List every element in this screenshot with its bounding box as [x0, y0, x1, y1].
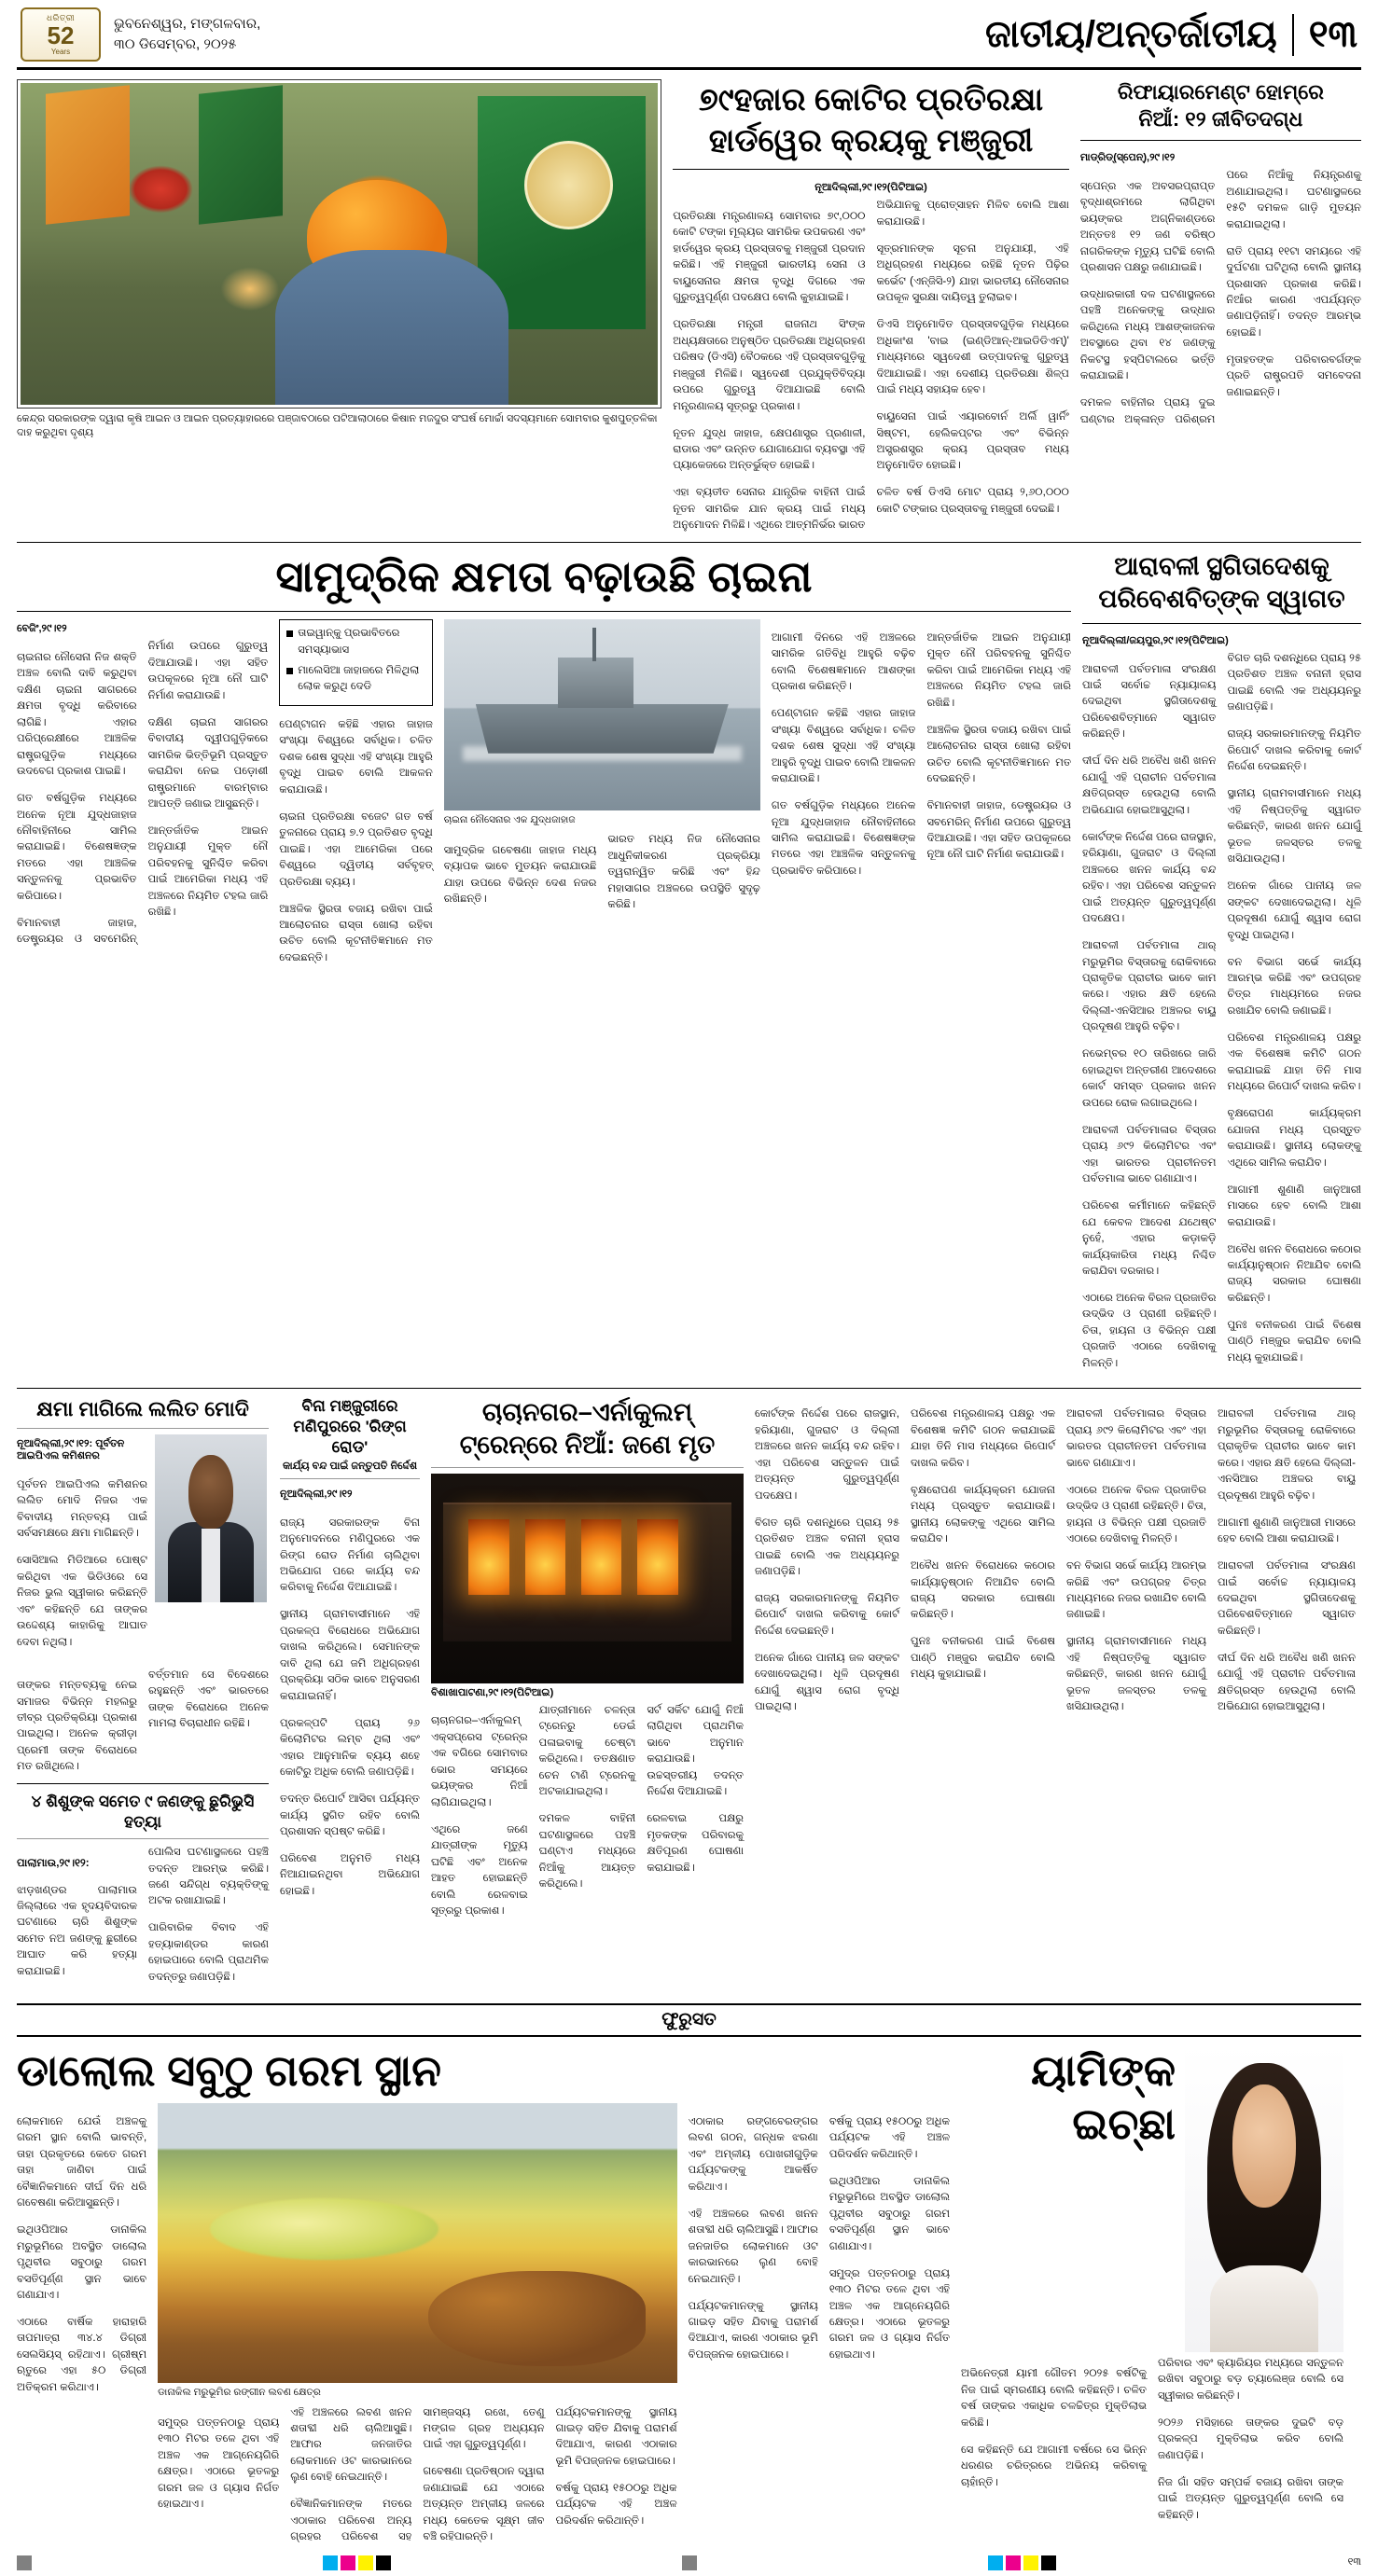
paragraph: ନିଜ ଗାଁ ସହିତ ସମ୍ପର୍କ ବଜାୟ ରଖିବା ତାଙ୍କ ପାଇଁ ଅତ୍ୟନ୍ତ ଗୁରୁତ୍ୱପୂର୍ଣ୍ଣ ବୋଲି ସେ କହିଛନ୍ତି। — [1158, 2476, 1343, 2521]
logo-anniversary-number: 52 — [47, 21, 75, 49]
china-col-4 — [772, 619, 916, 977]
train-headline-line2: ଟ୍ରେନ୍‌ରେ ନିଆଁ: ଜଣେ ମୃତ — [459, 1430, 716, 1459]
murder-headline: ୪ ଶିଶୁଙ୍କ ସମେତ ୯ ଜଣଙ୍କୁ ଛୁରିଭୁସି ହତ୍ୟା — [31, 1792, 255, 1831]
list-item — [286, 626, 425, 658]
paragraph: ଆଗାମୀ ଶୁଣାଣି ଜାନୁଆରୀ ମାସରେ ହେବ ବୋଲି ଆଶା କରାଯାଉଛି। — [1218, 1517, 1356, 1545]
lalit-photo-col — [155, 1434, 267, 1661]
lead-photo-block — [17, 79, 661, 534]
paragraph: ସେ କହିଛନ୍ତି ଯେ ଆଗାମୀ ବର୍ଷରେ ସେ ଭିନ୍ନ ଧରଣର ଚରିତ୍ରରେ ଅଭିନୟ କରିବାକୁ ଚାହାଁନ୍ତି। — [961, 2444, 1147, 2488]
paragraph: ଦମକଳ ବାହିନୀର ପ୍ରାୟ ଦୁଇ ଘଣ୍ଟାର ଅକ୍ଳାନ୍ତ ପରିଶ୍ରମ ପରେ ନିଆଁକୁ ନିୟନ୍ତ୍ରଣକୁ ଅଣାଯାଇଥିଲା। ଘଟଣାସ୍ଥଳରେ ୧୫ଟି ଦମକଳ ଗାଡ଼ି ମୁତୟନ କରାଯାଇଥିଲା। — [1079, 170, 1361, 425]
paragraph: ଦୀର୍ଘ ଦିନ ଧରି ଅବୈଧ ଖଣି ଖନନ ଯୋଗୁଁ ଏହି ପ୍ରାଚୀନ ପର୍ବତମାଳା କ୍ଷତିଗ୍ରସ୍ତ ହେଉଥିଲା ବୋଲି ଅଭିଯୋଗ ହୋଇଆସୁଥିଲା। — [1082, 755, 1217, 816]
china-dateline: ବେଜିଂ,୨୯।୧୨ — [17, 623, 67, 635]
china-body-right — [772, 630, 916, 880]
train-fire-story — [431, 1396, 744, 1994]
supplement-band — [17, 2003, 1361, 2037]
warship-photo-caption: ଚାଇନା ନୌସେନାର ଏକ ଯୁଦ୍ଧଜାହାଜ — [443, 814, 576, 826]
defence-headline-line2: ହାର୍ଡୱେର କ୍ରୟକୁ ମଞ୍ଜୁରୀ — [708, 123, 1034, 159]
paragraph: ଆରାବଳୀ ପର୍ବତମାଳାର ବିସ୍ତାର ପ୍ରାୟ ୬୯୨ କିଲୋମିଟର ଏବଂ ଏହା ଭାରତର ପ୍ରାଚୀନତମ ପର୍ବତମାଳା ଭାବେ ଗଣାଯାଏ। — [1082, 1124, 1217, 1185]
danakil-columns — [17, 2098, 950, 2545]
aravali-continued-1 — [755, 1396, 899, 1994]
portrait-dress — [1210, 2265, 1318, 2351]
paragraph: ସ୍ଥାନୀୟ ଗ୍ରାମବାସୀମାନେ ଏହି ପ୍ରକଳ୍ପ ବିରୋଧରେ ଅଭିଯୋଗ ଦାଖଲ କରିଥିଲେ। ସେମାନଙ୍କ ଦାବି ଥିଲା ଯେ ଜମି ଅଧିଗ୍ରହଣ ପ୍ରକ୍ରିୟା ସଠିକ ଭାବେ ଅନୁସରଣ କରାଯାଇନାହିଁ। — [280, 1609, 420, 1702]
reg-swatch — [358, 2555, 373, 2570]
reg-swatch — [988, 2555, 1003, 2570]
supplement-label: ଫୁରୁସତ — [645, 2010, 733, 2029]
paragraph: କୋର୍ଟଙ୍କ ନିର୍ଦ୍ଦେଶ ପରେ ରାଜସ୍ଥାନ, ହରିୟାଣା, ଗୁଜରାଟ ଓ ଦିଲ୍ଲୀ ଅଞ୍ଚଳରେ ଖନନ କାର୍ଯ୍ୟ ବନ୍ଦ ରହିବ। ଏହା ପରିବେଶ ସନ୍ତୁଳନ ପାଇଁ ଅତ୍ୟନ୍ତ ଗୁରୁତ୍ୱପୂର୍ଣ୍ଣ ପଦକ୍ଷେପ। — [1082, 831, 1217, 925]
danakil-body-1 — [17, 2114, 146, 2397]
china-navy-story — [17, 550, 1071, 1380]
aravali-headline-line2: ପରିବେଶବିତ୍‌ଙ୍କ ସ୍ୱାଗତ — [1098, 584, 1345, 613]
aravali-continued-3 — [1066, 1396, 1206, 1994]
paragraph: ତାଙ୍କର ମନ୍ତବ୍ୟକୁ ନେଇ ସମାଜର ବିଭିନ୍ନ ମହଲରୁ ତୀବ୍ର ପ୍ରତିକ୍ରିୟା ପ୍ରକାଶ ପାଇଥିଲା। ଅନେକ କ୍ରୀଡ଼ା ପ୍ରେମୀ ତାଙ୍କ ବିରୋଧରେ ମତ ରଖିଥିଲେ। — [17, 1680, 137, 1773]
print-registration-bar — [17, 2546, 1361, 2576]
paragraph: ଭାରତ ମଧ୍ୟ ନିଜ ନୌସେନାର ଆଧୁନିକୀକରଣ ପ୍ରକ୍ରିୟା ତ୍ୱରାନ୍ୱିତ କରିଛି ଏବଂ ହିନ୍ଦ ମହାସାଗର ଅଞ୍ଚଳରେ ଉପସ୍ଥିତି ସୁଦୃଢ଼ କରିଛି। — [607, 834, 760, 911]
fire-headline-line2: ନିଆଁ: ୧୨ ଜୀବିତଦଗ୍ଧ — [1138, 106, 1303, 131]
publication-logo — [21, 7, 101, 62]
paragraph: ରାଜ୍ୟ ସରକାରମାନଙ୍କୁ ନିୟମିତ ରିପୋର୍ଟ ଦାଖଲ କରିବାକୁ କୋର୍ଟ ନିର୍ଦ୍ଦେଶ ଦେଇଛନ୍ତି। — [1227, 728, 1361, 773]
paragraph: ବିମାନବାହୀ ଜାହାଜ, ଡେଷ୍ଟ୍ରୟର ଓ ସବମେରିନ୍ ନିର୍ମାଣ ଉପରେ ଗୁରୁତ୍ୱ ଦିଆଯାଉଛି। ଏହା ସହିତ ଉପକୂଳରେ ନୂଆ ନୌ ଘାଟି ନିର୍ମାଣ କରାଯାଉଛି। — [926, 800, 1072, 861]
danakil-col-4 — [829, 2103, 950, 2545]
paragraph: ପାରିବାରିକ ବିବାଦ ଏହି ହତ୍ୟାକାଣ୍ଡର କାରଣ ହୋଇପାରେ ବୋଲି ପ୍ରାଥମିକ ତଦନ୍ତରୁ ଜଣାପଡ଼ିଛି। — [148, 1922, 269, 1983]
paragraph: ଦମକଳ ବାହିନୀ ଘଟଣାସ୍ଥଳରେ ପହଞ୍ଚି ଘଣ୍ଟାଏ ମଧ୍ୟରେ ନିଆଁକୁ ଆୟତ୍ତ କରିଥିଲେ। — [538, 1813, 636, 1890]
paragraph: ସୂତ୍ରମାନଙ୍କ ସୂଚନା ଅନୁଯାୟୀ, ଏହି ଅଧିଗ୍ରହଣ ମଧ୍ୟରେ ରହିଛି ନୂତନ ପିଢ଼ିର କର୍ଭେଟ (ଏନ୍‌ଜିସି-୨) ଯାହା ଭାରତୀୟ ନୌସେନାର ଉପକୂଳ ସୁରକ୍ଷା ଦାୟିତ୍ୱ ତୁଲାଇବ। — [876, 242, 1069, 304]
paragraph: ଅଭିନେତ୍ରୀ ୟାମୀ ଗୌତମ ୨୦୨୫ ବର୍ଷଟିକୁ ନିଜ ପାଇଁ ସ୍ମରଣୀୟ ବୋଲି କହିଛନ୍ତି। ଚଳିତ ବର୍ଷ ତାଙ୍କର ଏକାଧିକ ଚଳଚ୍ଚିତ୍ର ମୁକ୍ତିଲାଭ କରିଛି। — [961, 2368, 1147, 2429]
supplement-band-content — [17, 2037, 1361, 2546]
paragraph: ସର୍ଟ ସର୍କିଟ ଯୋଗୁଁ ନିଆଁ ଲାଗିଥିବା ପ୍ରାଥମିକ ଭାବେ ଅନୁମାନ କରାଯାଉଛି। ଉଚ୍ଚସ୍ତରୀୟ ତଦନ୍ତ ନିର୍ଦ୍ଦେଶ ଦିଆଯାଇଛି। — [647, 1704, 744, 1798]
reg-swatch — [1041, 2555, 1056, 2570]
paragraph: ଆଞ୍ଚଳିକ ସ୍ଥିରତା ବଜାୟ ରଖିବା ପାଇଁ ଆଲୋଚନାର ରାସ୍ତା ଖୋଲା ରହିବା ଉଚିତ ବୋଲି କୂଟନୀତିଜ୍ଞମାନେ ମତ ଦେଇଛନ୍ତି। — [279, 903, 433, 963]
paragraph: ବର୍ଷକୁ ପ୍ରାୟ ୧୫୦୦ରୁ ଅଧିକ ପର୍ଯ୍ୟଟକ ଏହି ଅଞ୍ଚଳ ପରିଦର୍ଶନ କରିଥାନ୍ତି। — [828, 2115, 951, 2160]
paragraph: ଏହି ଅଞ୍ଚଳରେ ଲବଣ ଖନନ ଶତାବ୍ଦୀ ଧରି ଚାଲିଆସୁଛି। ଆଫାର ଜନଜାତିର ଲୋକମାନେ ଓଟ କାରଭାନରେ ଲୁଣ ବୋହି ନେଇଥାନ୍ତି। — [290, 2406, 412, 2484]
footer-page-marker: ୧୩ — [1347, 2556, 1362, 2569]
bullet-square-icon — [286, 668, 293, 674]
lalit-dateline: ନୂଆଦିଲ୍ଲୀ,୨୯।୧୨: ପୂର୍ବତନ ଆଇପିଏଲ କମିଶନର — [17, 1438, 125, 1462]
murder-dateline: ପାଲାମାଉ,୨୯।୧୨: — [17, 1857, 90, 1869]
aravali-body — [1082, 651, 1361, 1380]
lead-photo-frame — [17, 79, 661, 409]
paragraph: ପରିବେଶ ଅନୁମତି ମଧ୍ୟ ନିଆଯାଇନଥିବା ଅଭିଯୋଗ ହୋଇଛି। — [280, 1853, 420, 1897]
paragraph: ଗତ ବର୍ଷଗୁଡ଼ିକ ମଧ୍ୟରେ ଅନେକ ନୂଆ ଯୁଦ୍ଧଜାହାଜ ନୌବାହିନୀରେ ସାମିଲ କରାଯାଇଛି। ବିଶେଷଜ୍ଞଙ୍କ ମତରେ ଏହା ଆଞ୍ଚଳିକ ସନ୍ତୁଳନକୁ ପ୍ରଭାବିତ କରିପାରେ। — [17, 793, 137, 902]
paragraph: ଅବୈଧ ଖନନ ବିରୋଧରେ କଠୋର କାର୍ଯ୍ୟାନୁଷ୍ଠାନ ନିଆଯିବ ବୋଲି ରାଜ୍ୟ ସରକାର ଘୋଷଣା କରିଛନ୍ତି। — [911, 1560, 1055, 1621]
burning-window — [581, 1519, 622, 1595]
paragraph: ୨୦୨୬ ମସିହାରେ ତାଙ୍କର ଦୁଇଟି ବଡ଼ ପ୍ରକଳ୍ପ ମୁକ୍ତିଲାଭ କରିବ ବୋଲି ଜଣାପଡ଼ିଛି। — [1158, 2417, 1343, 2461]
logo-years-label: Years — [50, 48, 71, 56]
paragraph: ତଦନ୍ତ ରିପୋର୍ଟ ଆସିବା ପର୍ଯ୍ୟନ୍ତ କାର୍ଯ୍ୟ ସ୍ଥଗିତ ରହିବ ବୋଲି ପ୍ରଶାସନ ସ୍ପଷ୍ଟ କରିଛି। — [280, 1794, 420, 1838]
paragraph: ବୈଜ୍ଞାନିକମାନଙ୍କ ମତରେ ଏଠାକାର ପରିବେଶ ଅନ୍ୟ ଗ୍ରହର ପରିବେଶ ସହ ସାମଞ୍ଜସ୍ୟ ରଖେ, ତେଣୁ ମଙ୍ଗଳ ଗ୍ରହ ଅଧ୍ୟୟନ ପାଇଁ ଏହା ଗୁରୁତ୍ୱପୂର୍ଣ୍ଣ। — [290, 2406, 545, 2543]
bullet-text: ତାଇୱାନ୍‌କୁ ପ୍ରଭାବିତରେ ସମସ୍ୟାଭାସ — [298, 628, 400, 656]
china-col-5 — [926, 619, 1071, 977]
paragraph: ଆଞ୍ଚଳିକ ସ୍ଥିରତା ବଜାୟ ରଖିବା ପାଇଁ ଆଲୋଚନାର ରାସ୍ତା ଖୋଲା ରହିବା ଉଚିତ ବୋଲି କୂଟନୀତିଜ୍ଞମାନେ ମତ ଦେଇଛନ୍ତି। — [926, 724, 1072, 785]
china-body-left — [17, 639, 268, 948]
paragraph: ଚଳିତ ବର୍ଷ ଡିଏସି ମୋଟ ପ୍ରାୟ ୨,୬୦,୦୦୦ କୋଟି ଟଙ୍କାର ପ୍ରସ୍ତାବକୁ ମଞ୍ଜୁରୀ ଦେଇଛି। — [876, 487, 1069, 515]
manipur-dateline: ନୂଆଦିଲ୍ଲୀ,୨୯।୧୨ — [280, 1489, 353, 1501]
danakil-photo-caption: ଡାନାକିଲ ମରୁଭୂମିର ରଙ୍ଗୀନ ଲବଣ କ୍ଷେତ୍ର — [158, 2387, 321, 2399]
acid-pool — [210, 2198, 438, 2260]
paragraph: ବିଗତ ଚାରି ଦଶନ୍ଧିରେ ପ୍ରାୟ ୨୫ ପ୍ରତିଶତ ଅଞ୍ଚଳ ବନାନୀ ହ୍ରାସ ପାଇଛି ବୋଲି ଏକ ଅଧ୍ୟୟନରୁ ଜଣାପଡ଼ିଛି। — [1227, 653, 1361, 713]
reg-swatch — [1023, 2555, 1038, 2570]
china-col-1 — [17, 619, 268, 977]
paragraph: ଇଥିଓପିଆର ଡାନାକିଲ ମରୁଭୂମିରେ ଅବସ୍ଥିତ ଡାଲୋଲ ପୃଥିବୀର ସବୁଠାରୁ ଗରମ ବସତିପୂର୍ଣ୍ଣ ସ୍ଥାନ ଭାବେ ଗଣାଯାଏ। — [828, 2175, 951, 2252]
danakil-headline: ଡାଲୋଲ ସବୁଠୁ ଗରମ ସ୍ଥାନ — [17, 2045, 441, 2095]
china-body-right-2 — [926, 630, 1071, 864]
paragraph: ରାଜ୍ୟ ସରକାରମାନଙ୍କୁ ନିୟମିତ ରିପୋର୍ଟ ଦାଖଲ କରିବାକୁ କୋର୍ଟ ନିର୍ଦ୍ଦେଶ ଦେଇଛନ୍ତି। — [755, 1592, 899, 1637]
paragraph: ବର୍ଷକୁ ପ୍ରାୟ ୧୫୦୦ରୁ ଅଧିକ ପର୍ଯ୍ୟଟକ ଏହି ଅଞ୍ଚଳ ପରିଦର୍ଶନ କରିଥାନ୍ତି। — [555, 2482, 677, 2527]
aravali-dateline: ନୂଆଦିଲ୍ଲୀ/ଜୟପୁର,୨୯।୧୨(ପିଟିଆଇ) — [1082, 635, 1229, 646]
reg-swatch — [341, 2555, 355, 2570]
paragraph: ପରିବାର ଏବଂ କ୍ୟାରିୟର ମଧ୍ୟରେ ସନ୍ତୁଳନ ରଖିବା ସବୁଠାରୁ ବଡ଼ ଚ୍ୟାଲେଞ୍ଜ ବୋଲି ସେ ସ୍ୱୀକାର କରିଛନ୍ତି। — [1158, 2357, 1343, 2402]
manipur-subhead: କାର୍ଯ୍ୟ ବନ୍ଦ ପାଇଁ ଜନ୍ତୁପତି ନିର୍ଦ୍ଦେଶ — [282, 1461, 417, 1473]
train-dateline: ବିଶାଖାପାଟଣା,୨୯।୧୨(ପିଟିଆଇ) — [431, 1686, 554, 1698]
paragraph: ଇଥିଓପିଆର ଡାନାକିଲ ମରୁଭୂମିରେ ଅବସ୍ଥିତ ଡାଲୋଲ ପୃଥିବୀର ସବୁଠାରୁ ଗରମ ବସତିପୂର୍ଣ୍ଣ ସ୍ଥାନ ଭାବେ ଗଣାଯାଏ। — [17, 2224, 147, 2302]
second-band — [17, 550, 1361, 1380]
paragraph: ଆରାବଳୀ ପର୍ବତମାଳା ସଂରକ୍ଷଣ ପାଇଁ ସର୍ବୋଚ୍ଚ ନ୍ୟାୟାଳୟ ଦେଇଥିବା ସ୍ଥଗିତାଦେଶକୁ ପରିବେଶବିତ୍‌ମାନେ ସ୍ୱାଗତ କରିଛନ୍ତି। — [1218, 1560, 1356, 1637]
paragraph: ବର୍ତ୍ତମାନ ସେ ବିଦେଶରେ ରହୁଛନ୍ତି ଏବଂ ଭାରତରେ ତାଙ୍କ ବିରୋଧରେ ଅନେକ ମାମଲା ବିଚାରାଧୀନ ରହିଛି। — [148, 1669, 269, 1729]
paragraph: ଏଠାକାର ରଙ୍ଗବେରଙ୍ଗର ଲବଣ ଗଠନ, ଗନ୍ଧକ ଝରଣା ଏବଂ ଅମ୍ଳୀୟ ପୋଖରୀଗୁଡ଼ିକ ପର୍ଯ୍ୟଟକଙ୍କୁ ଆକର୍ଷିତ କରିଥାଏ। — [688, 2115, 818, 2193]
danakil-desert-photo — [158, 2103, 677, 2383]
paragraph: ପ୍ରକଳ୍ପଟି ପ୍ରାୟ ୨୬ କିଲୋମିଟର ଲମ୍ବ ଥିଲା ଏବଂ ଏହାର ଆନୁମାନିକ ବ୍ୟୟ ଶହେ କୋଟିରୁ ଅଧିକ ବୋଲି ଜଣାପଡ଼ିଛି। — [280, 1717, 420, 1779]
manipur-body — [280, 1516, 420, 1901]
aravali-continued-4 — [1218, 1396, 1356, 1994]
paragraph: ସ୍ପେନ୍‌ର ଏକ ଅବସରପ୍ରାପ୍ତ ବୃଦ୍ଧାଶ୍ରମରେ ଲାଗିଥିବା ଭୟଙ୍କର ଅଗ୍ନିକାଣ୍ଡରେ ଅନ୍ତତଃ ୧୨ ଜଣ ବରିଷ୍ଠ ନାଗରିକଙ୍କ ମୃତ୍ୟୁ ଘଟିଛି ବୋଲି ପ୍ରଶାସନ ପକ୍ଷରୁ ଜଣାଯାଇଛି। — [1079, 180, 1216, 274]
train-fire-photo — [431, 1474, 744, 1683]
flag-green — [199, 85, 283, 224]
paragraph: ବାୟୁସେନା ପାଇଁ ଏୟାରବୋର୍ନ ଅର୍ଲି ୱାର୍ନିଂ ସିଷ୍ଟମ, ହେଲିକପ୍ଟର ଏବଂ ବିଭିନ୍ନ ଅସ୍ତ୍ରଶସ୍ତ୍ର କ୍ରୟ ପ୍ରସ୍ତାବ ମଧ୍ୟ ଅନୁମୋଦିତ ହୋଇଛି। — [876, 411, 1069, 472]
section-title: ଜାତୀୟ/ଅନ୍ତର୍ଜାତୀୟ — [984, 13, 1277, 55]
paragraph: ଏଠାରେ ଅନେକ ବିରଳ ପ୍ରଜାତିର ଉଦ୍ଭିଦ ଓ ପ୍ରାଣୀ ରହିଛନ୍ତି। ଚିତା, ହାୟନା ଓ ବିଭିନ୍ନ ପକ୍ଷୀ ପ୍ରଜାତି ଏଠାରେ ଦେଖିବାକୁ ମିଳନ୍ତି। — [1066, 1484, 1206, 1545]
paragraph: ଉଦ୍ଧାରକାରୀ ଦଳ ଘଟଣାସ୍ଥଳରେ ପହଞ୍ଚି ଅନେକଙ୍କୁ ଉଦ୍ଧାର କରିଥିଲେ ମଧ୍ୟ ଆଶଙ୍କାଜନକ ଅବସ୍ଥାରେ ଥିବା ୧୪ ଜଣଙ୍କୁ ନିକଟସ୍ଥ ହସ୍ପିଟାଲରେ ଭର୍ତ୍ତି କରାଯାଇଛି। — [1079, 289, 1216, 382]
paragraph: ସମୁଦ୍ର ପତ୍ତନଠାରୁ ପ୍ରାୟ ୧୩୦ ମିଟର ତଳେ ଥିବା ଏହି ଅଞ୍ଚଳ ଏକ ଆଗ୍ନେୟଗିରି କ୍ଷେତ୍ର। ଏଠାରେ ଭୂତଳରୁ ଗରମ ଜଳ ଓ ଗ୍ୟାସ ନିର୍ଗତ ହୋଇଥାଏ। — [828, 2267, 951, 2361]
mineral-crust — [428, 2271, 647, 2366]
bullet-square-icon — [286, 630, 293, 637]
list-item — [286, 663, 425, 696]
lalit-headline: କ୍ଷମା ମାଗିଲେ ଲଲିତ ମୋଦି — [36, 1396, 249, 1420]
paragraph: ଏଠାରେ ବାର୍ଷିକ ହାରାହାରି ତାପମାତ୍ରା ୩୪.୪ ଡିଗ୍ରୀ ସେଲସିୟସ୍ ରହିଥାଏ। ଗ୍ରୀଷ୍ମ ଋତୁରେ ଏହା ୫୦ ଡିଗ୍ରୀ ଅତିକ୍ରମ କରିଥାଏ। — [17, 2317, 147, 2393]
foreground-figure — [275, 250, 508, 405]
portrait-head — [188, 1455, 233, 1529]
lalit-content — [17, 1434, 269, 1661]
aravali-headline-line1: ଆରାବଳୀ ସ୍ଥଗିତାଦେଶକୁ — [1114, 551, 1329, 580]
paragraph: ସ୍ଥାନୀୟ ଗ୍ରାମବାସୀମାନେ ମଧ୍ୟ ଏହି ନିଷ୍ପତ୍ତିକୁ ସ୍ୱାଗତ କରିଛନ୍ତି, କାରଣ ଖନନ ଯୋଗୁଁ ଭୂତଳ ଜଳସ୍ତର ତଳକୁ ଖସିଯାଉଥିଲା। — [1066, 1636, 1206, 1713]
danakil-body-under-photo — [158, 2405, 677, 2546]
yami-header — [961, 2044, 1343, 2352]
paragraph: ବନ ବିଭାଗ ସର୍ଭେ କାର୍ଯ୍ୟ ଆରମ୍ଭ କରିଛି ଏବଂ ଉପଗ୍ରହ ଚିତ୍ର ମାଧ୍ୟମରେ ନଜର ରଖାଯିବ ବୋଲି ଜଣାଇଛି। — [1066, 1560, 1206, 1621]
paragraph: ରେଳବାଇ ପକ୍ଷରୁ ମୃତକଙ୍କ ପରିବାରକୁ କ୍ଷତିପୂରଣ ଘୋଷଣା କରାଯାଇଛି। — [647, 1813, 744, 1874]
danakil-body-3 — [689, 2114, 818, 2364]
manipur-headline-line2: ମଣିପୁରରେ 'ରିଙ୍ଗ ରୋଡ' — [293, 1417, 407, 1456]
warship-photo — [444, 619, 760, 810]
paragraph: ପରିବେଶ ମନ୍ତ୍ରଣାଳୟ ପକ୍ଷରୁ ଏକ ବିଶେଷଜ୍ଞ କମିଟି ଗଠନ କରାଯାଇଛି ଯାହା ତିନି ମାସ ମଧ୍ୟରେ ରିପୋର୍ଟ ଦାଖଲ କରିବ। — [911, 1408, 1055, 1469]
paragraph: ପର୍ଯ୍ୟଟକମାନଙ୍କୁ ସ୍ଥାନୀୟ ଗାଇଡ଼ ସହିତ ଯିବାକୁ ପରାମର୍ଶ ଦିଆଯାଏ, କାରଣ ଏଠାକାର ଭୂମି ବିପଜ୍ଜନକ ହୋଇପାରେ। — [688, 2300, 818, 2361]
paragraph: ମୃତାହତଙ୍କ ପରିବାରବର୍ଗଙ୍କ ପ୍ରତି ରାଷ୍ଟ୍ରପତି ସମବେଦନା ଜଣାଇଛନ୍ତି। — [1226, 353, 1361, 398]
paragraph: ସ୍ଥାନୀୟ ଗ୍ରାମବାସୀମାନେ ମଧ୍ୟ ଏହି ନିଷ୍ପତ୍ତିକୁ ସ୍ୱାଗତ କରିଛନ୍ତି, କାରଣ ଖନନ ଯୋଗୁଁ ଭୂତଳ ଜଳସ୍ତର ତଳକୁ ଖସିଯାଉଥିଲା। — [1227, 788, 1361, 866]
page-number: ୧୩ — [1292, 14, 1357, 56]
aravali-story — [1082, 550, 1361, 1380]
masthead-left — [21, 7, 260, 62]
paragraph: ନୂତନ ଯୁଦ୍ଧ ଜାହାଜ, କ୍ଷେପଣାସ୍ତ୍ର ପ୍ରଣାଳୀ, ରାଡାର ଏବଂ ଉନ୍ନତ ଯୋଗାଯୋଗ ବ୍ୟବସ୍ଥା ଏହି ପ୍ୟାକେଜରେ ଅନ୍ତର୍ଭୁକ୍ତ ହୋଇଛି। — [673, 427, 866, 472]
yami-photo-wrap — [1185, 2044, 1343, 2352]
paragraph: ପ୍ରତିରକ୍ଷା ମନ୍ତ୍ରଣାଳୟ ସୋମବାର ୭୯,୦୦୦ କୋଟି ଟଙ୍କା ମୂଲ୍ୟର ସାମରିକ ଉପକରଣ ଏବଂ ହାର୍ଡୱେର କ୍ରୟ ପ୍ରସ୍ତାବକୁ ମଞ୍ଜୁରୀ ପ୍ରଦାନ କରିଛି। ଏହି ମଞ୍ଜୁରୀ ଭାରତୀୟ ସେନା ଓ ବାୟୁସେନାର କ୍ଷମତା ବୃଦ୍ଧି ଦିଗରେ ଏକ ଗୁରୁତ୍ୱପୂର୍ଣ୍ଣ ପଦକ୍ଷେପ ବୋଲି କୁହାଯାଇଛି। — [673, 210, 866, 304]
paragraph: ଦୀର୍ଘ ଦିନ ଧରି ଅବୈଧ ଖଣି ଖନନ ଯୋଗୁଁ ଏହି ପ୍ରାଚୀନ ପର୍ବତମାଳା କ୍ଷତିଗ୍ରସ୍ତ ହେଉଥିଲା ବୋଲି ଅଭିଯୋଗ ହୋଇଆସୁଥିଲା। — [1218, 1652, 1356, 1713]
paragraph: ଆରାବଳୀ ପର୍ବତମାଳା ଥାର୍ ମରୁଭୂମିର ବିସ୍ତାରକୁ ରୋକିବାରେ ପ୍ରାକୃତିକ ପ୍ରାଚୀର ଭାବେ କାମ କରେ। ଏହାର କ୍ଷତି ହେଲେ ଦିଲ୍ଲୀ-ଏନସିଆର ଅଞ୍ଚଳର ବାୟୁ ପ୍ରଦୂଷଣ ଆହୁରି ବଢ଼ିବ। — [1082, 940, 1217, 1033]
paragraph: କୋର୍ଟଙ୍କ ନିର୍ଦ୍ଦେଶ ପରେ ରାଜସ୍ଥାନ, ହରିୟାଣା, ଗୁଜରାଟ ଓ ଦିଲ୍ଲୀ ଅଞ୍ଚଳରେ ଖନନ କାର୍ଯ୍ୟ ବନ୍ଦ ରହିବ। ଏହା ପରିବେଶ ସନ୍ତୁଳନ ପାଇଁ ଅତ୍ୟନ୍ତ ଗୁରୁତ୍ୱପୂର୍ଣ୍ଣ ପଦକ୍ଷେପ। — [755, 1408, 899, 1502]
spain-fire-story — [1080, 79, 1361, 534]
paragraph: ଅବୈଧ ଖନନ ବିରୋଧରେ କଠୋର କାର୍ଯ୍ୟାନୁଷ୍ଠାନ ନିଆଯିବ ବୋଲି ରାଜ୍ୟ ସରକାର ଘୋଷଣା କରିଛନ୍ତି। — [1227, 1243, 1361, 1304]
paragraph: ଆରାବଳୀ ପର୍ବତମାଳା ସଂରକ୍ଷଣ ପାଇଁ ସର୍ବୋଚ୍ଚ ନ୍ୟାୟାଳୟ ଦେଇଥିବା ସ୍ଥଗିତାଦେଶକୁ ପରିବେଶବିତ୍‌ମାନେ ସ୍ୱାଗତ କରିଛନ୍ତି। — [1082, 663, 1217, 741]
lalit-modi-story — [17, 1396, 269, 1994]
danakil-photo-col — [158, 2103, 677, 2545]
reg-swatch — [376, 2555, 391, 2570]
paragraph: ବୃକ୍ଷରୋପଣ କାର୍ଯ୍ୟକ୍ରମ ଯୋଜନା ମଧ୍ୟ ପ୍ରସ୍ତୁତ କରାଯାଉଛି। ସ୍ଥାନୀୟ ଲୋକଙ୍କୁ ଏଥିରେ ସାମିଲ କରାଯିବ। — [1227, 1108, 1361, 1169]
china-key-points-box — [279, 619, 433, 706]
danakil-body-4 — [829, 2114, 950, 2364]
ship-hull — [476, 704, 729, 754]
burning-window — [468, 1519, 509, 1595]
paragraph: ବିମାନବାହୀ ଜାହାଜ, ଡେଷ୍ଟ୍ରୟର ଓ ସବମେରିନ୍ ନିର୍ମାଣ ଉପରେ ଗୁରୁତ୍ୱ ଦିଆଯାଉଛି। ଏହା ସହିତ ଉପକୂଳରେ ନୂଆ ନୌ ଘାଟି ନିର୍ମାଣ କରାଯାଉଛି। — [17, 641, 269, 946]
banner-emblem-icon — [524, 141, 613, 229]
china-col-3 — [444, 619, 760, 977]
fire-body — [1080, 168, 1361, 428]
aravali-cont-body-4 — [1218, 1406, 1356, 1715]
lead-photo-caption: କେନ୍ଦ୍ର ସରକାରଙ୍କ ଦ୍ୱାରା କୃଷି ଆଇନ ଓ ଆଇନ ପ୍ରତ୍ୟାହାରରେ ପଞ୍ଜାବଠାରେ ପଟିଆଲାଠାରେ କିଷାନ ମଜଦୁର ସଂଘର୍ଷ ମୋର୍ଚ୍ଚା ସଦସ୍ୟମାନେ ସୋମବାର କୁଶପୁତ୍ତଳିକା ଦାହ କରୁଥିବା ଦୃଶ୍ୟ — [17, 413, 658, 438]
paragraph: ସମୁଦ୍ର ପତ୍ତନଠାରୁ ପ୍ରାୟ ୧୩୦ ମିଟର ତଳେ ଥିବା ଏହି ଅଞ୍ଚଳ ଏକ ଆଗ୍ନେୟଗିରି କ୍ଷେତ୍ର। ଏଠାରେ ଭୂତଳରୁ ଗରମ ଜଳ ଓ ଗ୍ୟାସ ନିର୍ଗତ ହୋଇଥାଏ। — [158, 2417, 280, 2511]
paragraph: ସୋସିଆଲ ମିଡିଆରେ ପୋଷ୍ଟ କରିଥିବା ଏକ ଭିଡିଓରେ ସେ ନିଜର ଭୁଲ ସ୍ୱୀକାର କରିଛନ୍ତି ଏବଂ କହିଛନ୍ତି ଯେ ତାଙ୍କର ଉଦ୍ଦେଶ୍ୟ କାହାରିକୁ ଆଘାତ ଦେବା ନଥିଲା। — [17, 1555, 147, 1648]
paragraph: ଲୋକମାନେ ଯେଉଁ ଅଞ୍ଚଳକୁ ଗରମ ସ୍ଥାନ ବୋଲି ଭାବନ୍ତି, ତାହା ପ୍ରକୃତରେ କେତେ ଗରମ ତାହା ଜାଣିବା ପାଇଁ ବୈଜ୍ଞାନିକମାନେ ଦୀର୍ଘ ଦିନ ଧରି ଗବେଷଣା କରିଆସୁଛନ୍ତି। — [17, 2115, 147, 2209]
defence-body — [673, 198, 1069, 533]
masthead — [17, 0, 1361, 70]
manipur-story — [280, 1396, 420, 1994]
paragraph: ଏହି ଅଞ୍ଚଳରେ ଲବଣ ଖନନ ଶତାବ୍ଦୀ ଧରି ଚାଲିଆସୁଛି। ଆଫାର ଜନଜାତିର ଲୋକମାନେ ଓଟ କାରଭାନରେ ଲୁଣ ବୋହି ନେଇଥାନ୍ତି। — [688, 2208, 818, 2285]
paragraph: ଚାଇନାର ନୌସେନା ନିଜ ଶକ୍ତି ଅଞ୍ଚଳ ବୋଲି ଦାବି କରୁଥିବା ଦକ୍ଷିଣ ଚାଇନା ସାଗରରେ କ୍ଷମତା ବୃଦ୍ଧି କରିବାରେ ଲାଗିଛି। ଏହାର ପରିପ୍ରେକ୍ଷୀରେ ଆଞ୍ଚଳିକ ରାଷ୍ଟ୍ରଗୁଡ଼ିକ ମଧ୍ୟରେ ଉଦବେଗ ପ୍ରକାଶ ପାଇଛି। — [17, 651, 137, 778]
yami-headline: ୟାମିଙ୍କ ଇଚ୍ଛା — [1031, 2045, 1176, 2149]
train-headline-line1: ଚାଚାନଗର–ଏର୍ନାକୁଲମ୍ — [481, 1397, 693, 1426]
defence-dateline: ନୂଆଦିଲ୍ଲୀ,୨୯।୧୨(ପିଟିଆଇ) — [814, 182, 927, 194]
ship-mast — [592, 628, 596, 662]
paragraph: ପୁନଃ ବନୀକରଣ ପାଇଁ ବିଶେଷ ପାଣ୍ଠି ମଞ୍ଜୁର କରାଯିବ ବୋଲି ମଧ୍ୟ କୁହାଯାଇଛି। — [911, 1636, 1055, 1681]
masthead-date: ୩୦ ଡିସେମ୍ବର, ୨୦୨୫ — [114, 36, 237, 52]
train-body — [431, 1703, 744, 1920]
paragraph: ଆନ୍ତର୍ଜାତିକ ଆଇନ ଅନୁଯାୟୀ ମୁକ୍ତ ନୌ ପରିବହନକୁ ସୁନିଶ୍ଚିତ କରିବା ପାଇଁ ଆମେରିକା ମଧ୍ୟ ଏହି ଅଞ୍ଚଳରେ ନିୟମିତ ଟହଲ ଜାରି ରଖିଛି। — [926, 631, 1072, 709]
bullet-text: ମାଲେସିଆ ଜାହାଜରେ ମିଳିଥିଲା ଲୋକ କରୁଥି ଦେଡି — [298, 664, 420, 693]
burning-window — [637, 1519, 678, 1595]
manipur-headline-line1: ବିନା ମଞ୍ଜୁରୀରେ — [301, 1396, 398, 1415]
aravali-continued-2 — [911, 1396, 1055, 1994]
paragraph: ରାଜ୍ୟ ସରକାରଙ୍କ ବିନା ଅନୁମୋଦନରେ ମଣିପୁରରେ ଏକ ରିଙ୍ଗ ରୋଡ ନିର୍ମାଣ ଚାଲିଥିବା ଅଭିଯୋଗ ପରେ କାର୍ଯ୍ୟ ବନ୍ଦ କରିବାକୁ ନିର୍ଦ୍ଦେଶ ଦିଆଯାଇଛି। — [280, 1517, 420, 1594]
paragraph: ରାତି ପ୍ରାୟ ୧୧ଟା ସମୟରେ ଏହି ଦୁର୍ଘଟଣା ଘଟିଥିଲା ବୋଲି ସ୍ଥାନୀୟ ପ୍ରଶାସନ ପ୍ରକାଶ କରିଛି। ନିଆଁର କାରଣ ଏପର୍ଯ୍ୟନ୍ତ ଜଣାପଡ଼ିନାହିଁ। ତଦନ୍ତ ଆରମ୍ଭ ହୋଇଛି। — [1226, 245, 1361, 339]
china-navy-headline: ସାମୁଦ୍ରିକ କ୍ଷମତା ବଢ଼ାଉଛି ଚାଇନା — [275, 551, 813, 601]
logo-crest-text: ଧରିତ୍ରୀ — [46, 13, 76, 22]
paragraph: ଚାଚାନଗର–ଏର୍ନାକୁଲମ୍ ଏକ୍ସପ୍ରେସ ଟ୍ରେନ୍‌ର ଏକ ବଗିରେ ସୋମବାର ଭୋର ସମୟରେ ଭୟଙ୍କର ନିଆଁ ଲାଗିଯାଇଥିଲା। — [431, 1715, 528, 1808]
paragraph: ପେଣ୍ଟାଗନ କହିଛି ଏହାର ଜାହାଜ ସଂଖ୍ୟା ବିଶ୍ୱରେ ସର୍ବାଧିକ। ଚଳିତ ଦଶକ ଶେଷ ସୁଦ୍ଧା ଏହି ସଂଖ୍ୟା ଆହୁରି ବୃଦ୍ଧି ପାଇବ ବୋଲି ଆକଳନ କରାଯାଉଛି। — [279, 718, 433, 796]
paragraph: ଯାତ୍ରୀମାନେ ଚଳନ୍ତା ଟ୍ରେନରୁ ଡେଇଁ ପଳାଇବାକୁ ଚେଷ୍ଟା କରିଥିଲେ। ତତକ୍ଷଣାତ ଚେନ ଟାଣି ଟ୍ରେନକୁ ଅଟକାଯାଇଥିଲା। — [538, 1704, 636, 1798]
paragraph: ଏଠାରେ ଅନେକ ବିରଳ ପ୍ରଜାତିର ଉଦ୍ଭିଦ ଓ ପ୍ରାଣୀ ରହିଛନ୍ତି। ଚିତା, ହାୟନା ଓ ବିଭିନ୍ନ ପକ୍ଷୀ ପ୍ରଜାତି ଏଠାରେ ଦେଖିବାକୁ ମିଳନ୍ତି। — [1082, 1292, 1217, 1369]
lalit-modi-portrait — [155, 1434, 267, 1602]
china-body-under-photo — [444, 832, 760, 921]
paragraph: ଗବେଷଣା ପ୍ରତିଷ୍ଠାନ ଦ୍ୱାରା ଜଣାଯାଇଛି ଯେ ଏଠାରେ ଅତ୍ୟନ୍ତ ଅମ୍ଳୀୟ ଜଳରେ ମଧ୍ୟ କେତେକ ସୂକ୍ଷ୍ମ ଜୀବ ବଞ୍ଚି ରହିପାରନ୍ତି। — [423, 2466, 545, 2543]
paragraph: ଅନେକ ଗାଁରେ ପାନୀୟ ଜଳ ସଙ୍କଟ ଦେଖାଦେଇଥିଲା। ଧୂଳି ପ୍ରଦୂଷଣ ଯୋଗୁଁ ଶ୍ୱାସ ରୋଗ ବୃଦ୍ଧି ପାଇଥିଲା। — [755, 1652, 899, 1713]
paragraph: ଏହା ବ୍ୟତୀତ ସେନାର ଯାନ୍ତ୍ରିକ ବାହିନୀ ପାଇଁ ନୂତନ ସାମରିକ ଯାନ କ୍ରୟ ପାଇଁ ମଧ୍ୟ ଅନୁମୋଦନ ମିଳିଛି। ଏଥିରେ ଆତ୍ମନିର୍ଭର ଭାରତ ଅଭିଯାନକୁ ପ୍ରୋତ୍ସାହନ ମିଳିବ ବୋଲି ଆଶା କରାଯାଉଛି। — [673, 200, 1069, 532]
portrait-shirt — [202, 1529, 219, 1602]
reg-swatch — [323, 2555, 338, 2570]
china-body-mid — [279, 717, 433, 967]
paragraph: ପୂର୍ବତନ ଆଇପିଏଲ କମିଶନର ଲଲିତ ମୋଦି ନିଜର ଏକ ବିବାଦୀୟ ମନ୍ତବ୍ୟ ପାଇଁ ସର୍ବସମକ୍ଷରେ କ୍ଷମା ମାଗିଛନ୍ତି। — [17, 1478, 147, 1540]
reg-swatch — [1006, 2555, 1021, 2570]
lalit-text-col — [17, 1434, 147, 1661]
paragraph: ପ୍ରତିରକ୍ଷା ମନ୍ତ୍ରୀ ରାଜନାଥ ସିଂଙ୍କ ଅଧ୍ୟକ୍ଷତାରେ ଅନୁଷ୍ଠିତ ପ୍ରତିରକ୍ଷା ଅଧିଗ୍ରହଣ ପରିଷଦ (ଡିଏସି) ବୈଠକରେ ଏହି ପ୍ରସ୍ତାବଗୁଡ଼ିକୁ ମଞ୍ଜୁରୀ ମିଳିଛି। ସ୍ୱଦେଶୀ ପ୍ରଯୁକ୍ତିବିଦ୍ୟା ଉପରେ ଗୁରୁତ୍ୱ ଦିଆଯାଇଛି ବୋଲି ମନ୍ତ୍ରଣାଳୟ ସୂତ୍ରରୁ ପ୍ରକାଶ। — [673, 319, 866, 412]
masthead-place: ଭୁବନେଶ୍ୱର, ମଙ୍ଗଳବାର, — [114, 15, 261, 32]
yami-body — [961, 2356, 1343, 2524]
paragraph: ଝାଡ଼ଖଣ୍ଡର ପାଲାମାଉ ଜିଲ୍ଲାରେ ଏକ ହୃଦୟବିଦାରକ ଘଟଣାରେ ଚାରି ଶିଶୁଙ୍କ ସମେତ ନଅ ଜଣଙ୍କୁ ଛୁରୀରେ ଆଘାତ କରି ହତ୍ୟା କରାଯାଇଛି। — [17, 1884, 137, 1977]
flag-orange — [46, 85, 130, 224]
third-band — [17, 1396, 1361, 1994]
aravali-cont-body-3 — [1066, 1406, 1206, 1715]
paragraph: ଚାଇନା ପ୍ରତିରକ୍ଷା ବଜେଟ ଗତ ବର୍ଷ ତୁଳନାରେ ପ୍ରାୟ ୭.୨ ପ୍ରତିଶତ ବୃଦ୍ଧି ପାଇଛି। ଏହା ଆମେରିକା ପରେ ବିଶ୍ୱରେ ଦ୍ୱିତୀୟ ସର୍ବବୃହତ୍ ପ୍ରତିରକ୍ଷା ବ୍ୟୟ। — [279, 810, 433, 888]
burning-window — [525, 1519, 566, 1595]
danakil-col-1 — [17, 2103, 146, 2545]
aravali-cont-body-2 — [911, 1406, 1055, 1683]
paragraph: ଆଗାମୀ ଶୁଣାଣି ଜାନୁଆରୀ ମାସରେ ହେବ ବୋଲି ଆଶା କରାଯାଉଛି। — [1227, 1184, 1361, 1228]
masthead-right — [985, 14, 1357, 56]
fire-dateline: ମାଡ୍ରିଡ୍‌(ସ୍ପେନ୍),୨୯।୧୨ — [1079, 152, 1176, 164]
danakil-story — [17, 2044, 950, 2546]
paragraph: ପୁନଃ ବନୀକରଣ ପାଇଁ ବିଶେଷ ପାଣ୍ଠି ମଞ୍ଜୁର କରାଯିବ ବୋଲି ମଧ୍ୟ କୁହାଯାଇଛି। — [1227, 1319, 1361, 1364]
reg-swatch — [682, 2555, 697, 2570]
top-band — [17, 70, 1361, 534]
defence-headline-line1: ୭୯ହଜାର କୋଟିର ପ୍ରତିରକ୍ଷା — [698, 82, 1044, 118]
paragraph: ସାମୁଦ୍ରିକ ଗବେଷଣା ଜାହାଜ ମଧ୍ୟ ବ୍ୟାପକ ଭାବେ ମୁତୟନ କରାଯାଉଛି ଯାହା ଉପରେ ବିଭିନ୍ନ ଦେଶ ନଜର ରଖିଛନ୍ତି। — [443, 844, 597, 906]
paragraph: ପେଣ୍ଟାଗନ କହିଛି ଏହାର ଜାହାଜ ସଂଖ୍ୟା ବିଶ୍ୱରେ ସର୍ବାଧିକ। ଚଳିତ ଦଶକ ଶେଷ ସୁଦ୍ଧା ଏହି ସଂଖ୍ୟା ଆହୁରି ବୃଦ୍ଧି ପାଇବ ବୋଲି ଆକଳନ କରାଯାଉଛି। — [771, 708, 916, 785]
lalit-body-continued — [17, 1668, 269, 1776]
masthead-dateline — [114, 14, 260, 56]
paragraph: ଆରାବଳୀ ପର୍ବତମାଳା ଥାର୍ ମରୁଭୂମିର ବିସ୍ତାରକୁ ରୋକିବାରେ ପ୍ରାକୃତିକ ପ୍ରାଚୀର ଭାବେ କାମ କରେ। ଏହାର କ୍ଷତି ହେଲେ ଦିଲ୍ଲୀ-ଏନସିଆର ଅଞ୍ଚଳର ବାୟୁ ପ୍ରଦୂଷଣ ଆହୁରି ବଢ଼ିବ। — [1218, 1408, 1356, 1502]
aravali-cont-body-1 — [755, 1406, 899, 1715]
paragraph: ଆରାବଳୀ ପର୍ବତମାଳାର ବିସ୍ତାର ପ୍ରାୟ ୬୯୨ କିଲୋମିଟର ଏବଂ ଏହା ଭାରତର ପ୍ରାଚୀନତମ ପର୍ବତମାଳା ଭାବେ ଗଣାଯାଏ। — [1066, 1408, 1206, 1469]
farmers-protest-photo — [21, 83, 658, 405]
paragraph: ପରିବେଶ ମନ୍ତ୍ରଣାଳୟ ପକ୍ଷରୁ ଏକ ବିଶେଷଜ୍ଞ କମିଟି ଗଠନ କରାଯାଇଛି ଯାହା ତିନି ମାସ ମଧ୍ୟରେ ରିପୋର୍ଟ ଦାଖଲ କରିବ। — [1227, 1032, 1361, 1093]
lalit-body — [17, 1477, 147, 1651]
paragraph: ଗତ ବର୍ଷଗୁଡ଼ିକ ମଧ୍ୟରେ ଅନେକ ନୂଆ ଯୁଦ୍ଧଜାହାଜ ନୌବାହିନୀରେ ସାମିଲ କରାଯାଇଛି। ବିଶେଷଜ୍ଞଙ୍କ ମତରେ ଏହା ଆଞ୍ଚଳିକ ସନ୍ତୁଳନକୁ ପ୍ରଭାବିତ କରିପାରେ। — [771, 800, 916, 877]
defence-story — [673, 79, 1069, 534]
paragraph: ପୋଲିସ ଘଟଣାସ୍ଥଳରେ ପହଞ୍ଚି ତଦନ୍ତ ଆରମ୍ଭ କରିଛି। ଜଣେ ସନ୍ଦିଗ୍ଧ ବ୍ୟକ୍ତିଙ୍କୁ ଅଟକ ରଖାଯାଇଛି। — [148, 1847, 269, 1907]
paragraph: ଆନ୍ତର୍ଜାତିକ ଆଇନ ଅନୁଯାୟୀ ମୁକ୍ତ ନୌ ପରିବହନକୁ ସୁନିଶ୍ଚିତ କରିବା ପାଇଁ ଆମେରିକା ମଧ୍ୟ ଏହି ଅଞ୍ଚଳରେ ନିୟମିତ ଟହଲ ଜାରି ରଖିଛି। — [147, 825, 269, 919]
china-navy-body-wrap — [17, 619, 1071, 977]
paragraph: ଆଗାମୀ ଦିନରେ ଏହି ଅଞ୍ଚଳରେ ସାମରିକ ଗତିବିଧି ଆହୁରି ବଢ଼ିବ ବୋଲି ବିଶେଷଜ୍ଞମାନେ ଆଶଙ୍କା ପ୍ରକାଶ କରିଛନ୍ତି। — [771, 631, 916, 693]
paragraph: ଦକ୍ଷିଣ ଚାଇନା ସାଗରର ବିବାଦୀୟ ଦ୍ୱୀପଗୁଡ଼ିକରେ ସାମରିକ ଭିତ୍ତିଭୂମି ପ୍ରସ୍ତୁତ କରାଯିବା ନେଇ ପଡ଼ୋଶୀ ରାଷ୍ଟ୍ରମାନେ ବାରମ୍ବାର ଆପତ୍ତି ଜଣାଇ ଆସୁଛନ୍ତି। — [147, 716, 269, 810]
yami-gautam-photo — [1185, 2044, 1343, 2352]
portrait-face — [1232, 2084, 1296, 2208]
paragraph: ବିଗତ ଚାରି ଦଶନ୍ଧିରେ ପ୍ରାୟ ୨୫ ପ୍ରତିଶତ ଅଞ୍ଚଳ ବନାନୀ ହ୍ରାସ ପାଇଛି ବୋଲି ଏକ ଅଧ୍ୟୟନରୁ ଜଣାପଡ଼ିଛି। — [755, 1517, 899, 1578]
paragraph: ପରିବେଶ କର୍ମୀମାନେ କହିଛନ୍ତି ଯେ କେବଳ ଆଦେଶ ଯଥେଷ୍ଟ ନୁହେଁ, ଏହାର କଡ଼ାକଡ଼ି କାର୍ଯ୍ୟକାରିତା ମଧ୍ୟ ନିଶ୍ଚିତ କରାଯିବା ଦରକାର। — [1082, 1200, 1217, 1277]
murder-body — [17, 1845, 269, 1994]
paragraph: ବୃକ୍ଷରୋପଣ କାର୍ଯ୍ୟକ୍ରମ ଯୋଜନା ମଧ୍ୟ ପ୍ରସ୍ତୁତ କରାଯାଉଛି। ସ୍ଥାନୀୟ ଲୋକଙ୍କୁ ଏଥିରେ ସାମିଲ କରାଯିବ। — [911, 1484, 1055, 1545]
china-col-2 — [279, 619, 433, 977]
paragraph: ଅନେକ ଗାଁରେ ପାନୀୟ ଜଳ ସଙ୍କଟ ଦେଖାଦେଇଥିଲା। ଧୂଳି ପ୍ରଦୂଷଣ ଯୋଗୁଁ ଶ୍ୱାସ ରୋଗ ବୃଦ୍ଧି ପାଇଥିଲା। — [1227, 880, 1361, 941]
ship-superstructure — [558, 658, 633, 707]
paragraph: ଏଥିରେ ଜଣେ ଯାତ୍ରୀଙ୍କ ମୃତ୍ୟୁ ଘଟିଛି ଏବଂ ଅନେକ ଆହତ ହୋଇଛନ୍ତି ବୋଲି ରେଳବାଇ ସୂତ୍ରରୁ ପ୍ରକାଶ। — [431, 1823, 528, 1918]
paragraph: ବନ ବିଭାଗ ସର୍ଭେ କାର୍ଯ୍ୟ ଆରମ୍ଭ କରିଛି ଏବଂ ଉପଗ୍ରହ ଚିତ୍ର ମାଧ୍ୟମରେ ନଜର ରଖାଯିବ ବୋଲି ଜଣାଇଛି। — [1227, 956, 1361, 1017]
danakil-col-3 — [689, 2103, 818, 2545]
fire-headline-line1: ରିଫାୟାରମେଣ୍ଟ ହୋମ୍‌ରେ — [1117, 80, 1324, 104]
paragraph: ନଭେମ୍ବର ୧୦ ତାରିଖରେ ଜାରି ହୋଇଥିବା ଅନ୍ତରୀଣ ଆଦେଶରେ କୋର୍ଟ ସମସ୍ତ ପ୍ରକାର ଖନନ ଉପରେ ରୋକ ଲଗାଇଥିଲେ। — [1082, 1048, 1217, 1109]
paragraph: ପର୍ଯ୍ୟଟକମାନଙ୍କୁ ସ୍ଥାନୀୟ ଗାଇଡ଼ ସହିତ ଯିବାକୁ ପରାମର୍ଶ ଦିଆଯାଏ, କାରଣ ଏଠାକାର ଭୂମି ବିପଜ୍ଜନକ ହୋଇପାରେ। — [555, 2406, 677, 2467]
yami-story — [961, 2044, 1343, 2546]
reg-swatch — [17, 2555, 32, 2570]
paragraph: ଡିଏସି ଅନୁମୋଦିତ ପ୍ରସ୍ତାବଗୁଡ଼ିକ ମଧ୍ୟରେ ଅଧିକାଂଶ 'ବାଇ (ଇଣ୍ଡିଆନ୍‌-ଆଇଡିଡିଏମ୍)' ମାଧ୍ୟମରେ ସ୍ୱଦେଶୀ ଉତ୍ପାଦନକୁ ଗୁରୁତ୍ୱ ଦିଆଯାଇଛି। ଏହା ଦେଶୀୟ ପ୍ରତିରକ୍ଷା ଶିଳ୍ପ ପାଇଁ ମଧ୍ୟ ସହାୟକ ହେବ। — [876, 319, 1069, 396]
